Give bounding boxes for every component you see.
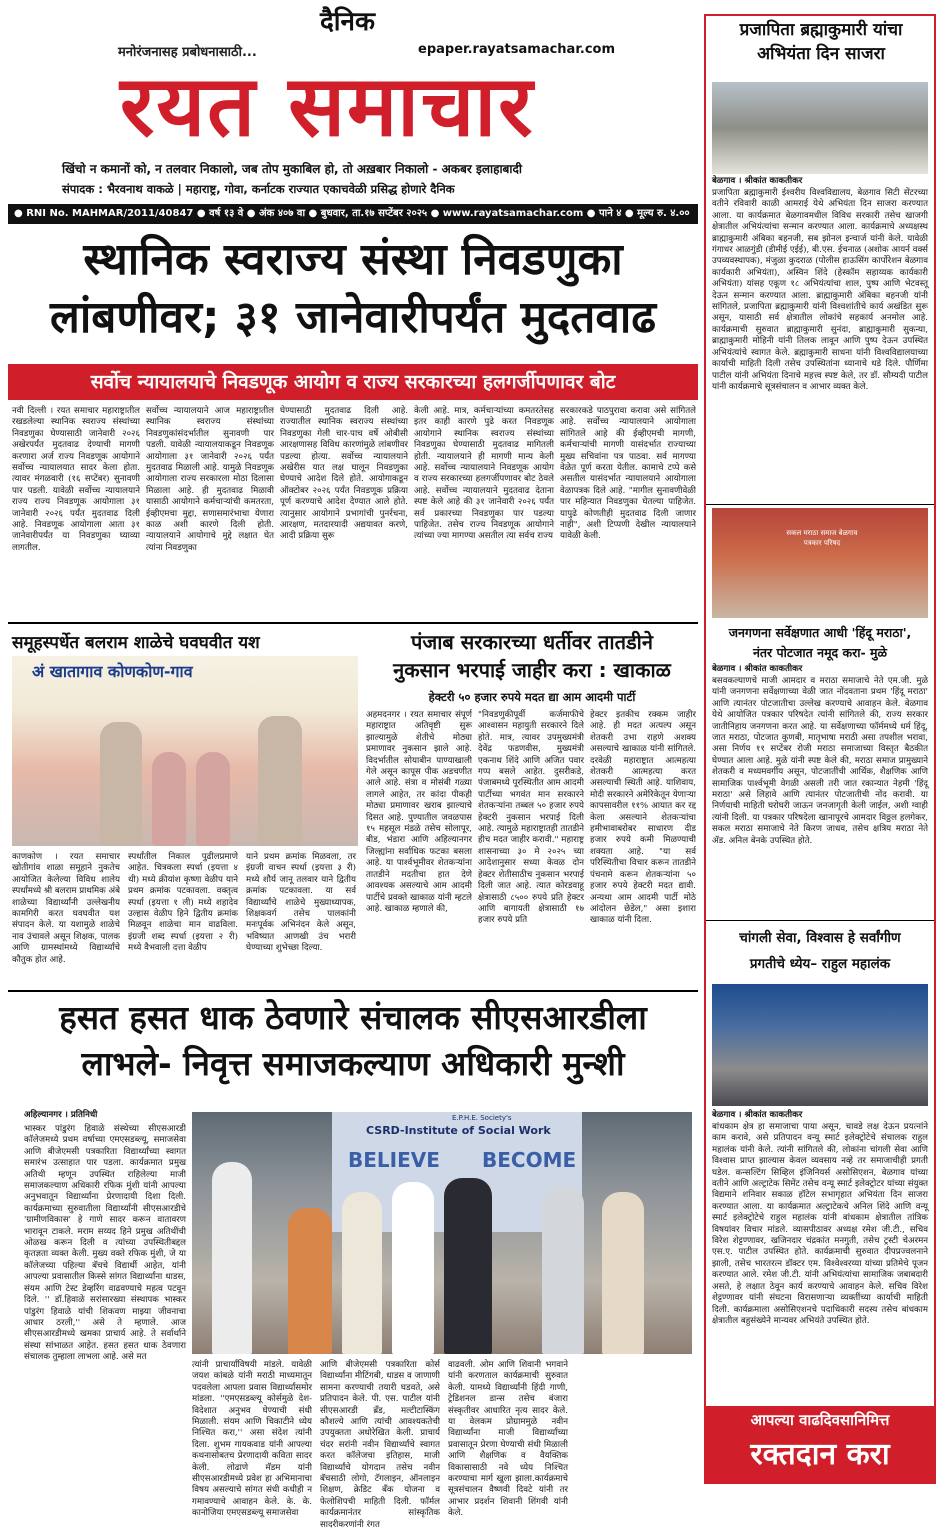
lead-subhead: सर्वोच न्यायालयाचे निवडणूक आयोग व राज्य सरकारच्या हलगर्जीपणावर बोट: [8, 364, 698, 400]
sidebar-mid-headline-line2: नंतर पोटजात नमूद करा- मुळे: [752, 645, 888, 660]
lead-column-2: सर्वोच्च न्यायालयाने आज महाराष्ट्रातील स्थानिक स्वराज्य संस्थांच्या निवडणुकांसंदर्भातील सुनावणी पार पडली. यावेळी न्यायालयाकडून निवडणूक आयोगाला ३१ जानेवारी २०२६ पर्यंत मुदतवाढ मिळाली आहे. यामुळे निवडणूक आयोगाला राज्य सरकारला मोठा दिलासा मिळाला आहे. ही मुदतवाढ मिळावी यासाठी आयोगाने कर्मचाऱ्यांची कमतरता, ईव्हीएमचा मुद्दा, सणासमारंभाचा येणारा काळ अशी कारणे दिली होती. न्यायालयाने आयोगाचे मुद्दे लक्षात घेत त्यांना निवडणुका: [146, 406, 274, 553]
sidebar-top-text: प्रजापिता ब्रह्माकुमारी ईश्वरीय विश्वविद्यालय, बेळगाव सिटी सेंटरच्या वतीने रविवारी काळी आमराई येथे अभियंता दिन साजरा करण्यात आला. या कार्यक्रमात बेळगावमधील विविध सरकारी तसेच खाजगी क्षेत्रातील अभियंत्यांचा सन्मान करण्यात आला. कार्यक्रमाचे अध्यक्षस्थ ब्राह्माकुमारी अंबिका बहनजी, सब झोनल इन्चार्ज यांनी केले. यावेळी गंगाधर आळगुंडी (डीमीई एईई), बी.एस. ईचनाळ (अशोक आयर्न वर्क्स उपव्यवस्थापक), मंजुळा कुदराळ (पोलीस हाऊसिंग कार्पोरेशन बेळगाव कार्यकारी अभियंता), अस्विन शिंदे (हेस्कॉम सहाय्यक कार्यकारी अभियंता) यांसह एकूण १८ अभियंत्यांचा शाल, पुष्प आणि भेटवस्तू देऊन सन्मान करण्यात आला. ब्राह्माकुमारी अंबिका बहनजी यांनी सांगितले, प्रजापिता ब्रह्माकुमारी यांनी विश्वशांतीचे कार्य अखंडित सुरू असून, यासाठी सर्व क्षेत्रातील लोकांचे सहकार्य अनमोल आहे. कार्यक्रमाची सुरुवात ब्राह्माकुमारी सुनंदा, ब्राह्माकुमारी सुकन्या, ब्राह्माकुमारी मोहिनी यांनी तिलक लावून आणि पुष्प देऊन उपस्थित अभियंत्यांचे स्वागत केले. ब्रह्माकुमारी साधना यांनी विश्वविद्यालयाच्या कार्याची माहिती दिली तसेच उपस्थितांना ध्यानाचे धडे दिले. पौर्णिमा पाटील यांनी अभियंता दिनाचे महत्त्व स्पष्ट केले, तर डॉ. सौम्यदी पाटील यांनी कार्यक्रमाचे सूत्रसंचालन व आभार व्यक्त केले.: [712, 188, 928, 392]
punjab-headline-line2: नुकसान भरपाई जाहीर करा : खाकाळ: [393, 658, 671, 682]
sidebar-top-headline: प्रजापिता ब्रह्माकुमारी यांचा अभियंता दिन साजरा: [739, 20, 903, 64]
csrd-photo-society: E.P.H.E. Society's: [452, 1114, 512, 1122]
blood-donation-ad-line1: आपल्या वाढदिवसानिमित्त: [750, 1411, 890, 1429]
csrd-headline-line2: लाभले- निवृत्त समाजकल्याण अधिकारी मुन्शी: [81, 1044, 625, 1083]
masthead-info-bar: ● RNI No. MAHMAR/2011/40847 ● वर्ष १३ वे ● अंक ४०७ वा ● बुधवार, ता.१७ सप्टेंबर २०२५ ● www.rayatsamachar.com ● पाने ४ ● मूल्य रु. ४.००: [8, 204, 698, 224]
school-column-2: स्पर्धांतील निकाल पुढीलप्रमाणे आहेत. चित्रकला स्पर्धा (इयत्ता ४ थी) मध्ये क्रीयांश कृष्णा वेळीप याने प्रथम क्रमांक पटकावला. वक्तृत्व स्पर्धा (इयत्ता १ ली) मध्ये शहादेव उल्हास वेळीप हिने द्वितीय क्रमांक मिळवून शाळेचा मान वाढविला. इंग्रजी शब्द स्पर्धा (इयत्ता २ री) मध्ये वैभवाली दत्ता वेळीप: [128, 852, 238, 954]
csrd-photo-slogan-1: BELIEVE: [348, 1148, 440, 1172]
sidebar-low-photo: [712, 984, 928, 1106]
lead-column-4: केली आहे. मात्र, कर्मचाऱ्यांच्या कमतरतेसह इतर काही कारणे पुढे करत निवडणूक आयोगाने स्थानिक स्वराज्य संस्थांच्या निवडणुका घेण्यासाठी मुदतवाढ मागितली होती. न्यायालयाने ही मागणी मान्य केली आहे. सर्वोच्च न्यायालयाने निवडणूक आयोग व राज्य सरकारच्या हलगर्जीपणावर बोट ठेवले आहे. सर्वोच्च न्यायालयाने मुदतवाढ देताना स्पष्ट केले आहे की ३१ जानेवारी २०२६ पर्यंत सर्व प्रकारच्या निवडणुका पार पडल्या पाहिजेत. तसेच राज्य निवडणूक आयोगाने त्यांच्या ज्या मागण्या असतील त्या सर्वच राज्य: [414, 406, 554, 542]
blood-donation-ad: [706, 1406, 934, 1482]
person-figure: [288, 1208, 332, 1354]
school-column-3: याने प्रथम क्रमांक मिळवला, तर इंग्रजी वाचन स्पर्धा (इयत्ता ३ री) मध्ये शौर्य जानू तलवार याने द्वितीय क्रमांक पटकावला. या सर्व विद्यार्थ्यांचे शाळेचे मुख्याध्यापक, शिक्षकवर्ग तसेच पालकांनी मनःपूर्वक अभिनंदन केले असून, भविष्यात आणखी उंच भरारी घेण्याच्या शुभेच्छा दिल्या.: [246, 852, 356, 954]
sidebar-low-headline-line2: प्रगतीचे ध्येय– राहुल महालंक: [749, 956, 891, 972]
newspaper-name: रयत समाचार: [120, 57, 535, 155]
csrd-dateline: अहिल्यानगर । प्रतिनिधी: [24, 1110, 98, 1120]
epaper-url[interactable]: epaper.rayatsamachar.com: [418, 42, 615, 57]
masthead-tagline: मनोरंजनासह प्रबोधनासाठी...: [118, 45, 257, 60]
lead-column-3: घेण्यासाठी मुदतवाढ दिली आहे. राज्यातील स्थानिक स्वराज्य संस्थांच्या निवडणुका गेली चार-पाच वर्षे ओबीसी आरक्षणासह विविध कारणांमुळे लांबणीवर पडल्या होत्या. सर्वोच्च न्यायालयाने अखेरीस यात लक्ष घालून निवडणुका घेण्याचे आदेश दिले होते. आयोगाकडून ऑक्टोबर २०२६ पर्यंत निवडणूक प्रक्रिया पूर्ण करण्याचे आदेश देण्यात आले होते. त्यानुसार आयोगाने प्रभागांची पुनर्रचना, आरक्षण, मतदारयादी अद्ययावत करणे, आदी प्रक्रिया सुरू: [280, 406, 408, 542]
punjab-column-1: अहमदनगर । रयत समाचार संपूर्ण महाराष्ट्रात अतिवृष्टी सुरू झाल्यामुळे शेतीचे मोठ्या प्रमाणावर नुकसान झाले आहे. विदर्भातील सोयाबीन पाण्याखाली गेले असून कापूस पीक अडचणीत आले आहे. संत्रा व मोसंबी गळ्या लागले आहेत, तर कांदा पीकही मोठ्या प्रमाणावर खराब झाल्याचे दिसत आहे. पुण्यातील जवळपास १५ महसूल मंडळे तसेच सोलापूर, बीड, भंडारा आणि अहिल्यानगर जिल्ह्यांना सर्वाधिक फटका बसला आहे. या पार्श्वभूमीवर शेतकऱ्यांना तातडीने मदतीचा हात देणे आवश्यक असल्याचे आम आदमी पार्टीचे प्रवक्ते खाकाळ यांनी म्हटले आहे. खाकाळ म्हणाले की,: [366, 710, 472, 914]
sidebar-low-headline-line1: चांगली सेवा, विश्वास हे सर्वांगीण: [739, 930, 901, 946]
csrd-column-2: त्यांनी प्राचार्यांविषयी मांडले. यावेळी जयश कांबळे यांनी मराठी माध्यमातून पदवलेला आपला प्रवास विद्यार्थ्यांसमोर मांडला. ''एमएसडब्ल्यू कोर्समुळे देश-विदेशात अनुभव घेण्याची संधी मिळाली. संयम आणि चिकाटीने ध्येय निश्चित करा,'' असा संदेश त्यांनी दिला. शुभम गायकवाड यांनी आपल्या कथनासोबतच प्रेरणादायी कविता सादर केली. लोढाणे मॅडम यांनी सीएसआरडीमध्ये प्रवेश हा अभिमानाचा विषय असल्याचे सांगत संधी कधीही न गमावण्याचे आवाहन केले. के. के. कानोजिया एमएसडब्ल्यू समाजसेवा: [192, 1360, 312, 1519]
csrd-column-3: आणि बीजेएमसी पत्रकारिता कोर्स विद्यार्थ्यांना मीटिंगबी, धाडस व जाणाणी सामना करण्याची तयारी घडवते, असे प्रतिपादन केले. पी. एस. पाटील यांनी सीएसआरडी ब्रँड, मल्टीटास्किंग कौशल्ये आणि त्यांची आवश्यकतेची उपयुक्तता अधोरेखित केली. प्राचार्य चंदर सरांनी नवीन विद्यार्थ्यांचे स्वागत करत कॉलेजचा इतिहास, माजी विद्यार्थ्यांचे योगदान तसेच नवीन बॅचसाठी लोगो, टॅगलाइन, ऑनलाइन शिक्षण, क्रेडिट बँक योजना व फेलोशिपची माहिती दिली. फॉर्मल कार्यक्रमानंतर सांस्कृतिक सादरीकरणांनी रंगत: [320, 1360, 440, 1530]
punjab-headline-line1: पंजाब सरकारच्या धर्तीवर तातडीने: [411, 630, 653, 654]
punjab-column-3: हेक्टर इतकीच रक्कम जाहीर आहे. ही मदत अत्यल्प असून शेतकरी उभा राहणे अशक्य असल्याचे खाकाळ यांनी सांगितले. दरवेळी महाराष्ट्रात आत्महत्या शेतकरी आत्महत्या करत असल्याची स्थिती आहे. याशिवाय, मोदी सरकारने अमेरिकेतून येणाऱ्या कापसावरील ११% आयात कर रद्द केला असल्याने शेतकऱ्यांचा हमीभावाबरोबर साधारण दीड हजार रुपये कमी मिळण्याची शक्यता आहे. "या सर्व परिस्थितीचा विचार करून तातडीने पंचनामे करून शेतकऱ्यांना ५० हजार रुपये हेक्टरी मदत द्यावी. अन्यथा आम आदमी पार्टी मोठे आंदोलन छेडेल," असा इशारा खाकाळ यांनी दिला.: [590, 710, 696, 926]
lead-headline-line1: स्थानिक स्वराज्य संस्था निवडणुका: [83, 234, 623, 285]
sidebar-mid-photo: [712, 508, 928, 618]
sidebar-low-text: बांधकाम क्षेत्र हा समाजाचा पाया असून, चावडे लक्ष देऊन प्रयत्नांने काम करावे, असे प्रतिपादन वन्यू स्मार्ट इलेक्ट्रोटेचे संचालक राहुल महालंक यांनी केले. त्यांनी सांगितले की, लोकांना चांगली सेवा आणि विश्वास प्राप्त झाल्यास केवल व्यवसाय नव्हे तर समाजाचीही प्रगती घडेल. कन्सल्टिंग सिव्हिल इंजिनियर्स असोसिएशन, बेळगाव यांच्या वतीने आणि अल्ट्राटेक सिमेंट तसेच वन्यू स्मार्ट इलेक्ट्रोटर यांच्या संयुक्त विद्यमाने शनिवार सकाळ हॉटेल सभागृहात अभियंता दिन साजरा करण्यात आला. या कार्यक्रमात अल्ट्राटेकचे अनिल शिंदे आणि वन्यू स्मार्ट इलेक्ट्रोटेचे राहुल महालंक यांनी बांधकाम क्षेत्रातील तांत्रिक विषयांवर विचार मांडले. व्यासपीठावर अध्यक्ष रमेश जी.टी., सचिव विरेश शेट्टण्णावर, खजिनदार चंद्रकांत मनगुती, तसेच ट्रस्टी चेअरमन एस.ए. पाटील उपस्थित होते. कार्यक्रमाची सुरुवात दीपप्रज्वलनाने झाली, तसेच भारतरत्न डॉक्टर एम. विश्वेश्वरय्या यांच्या प्रतिमेचे पूजन करण्यात आले. रमेश जी.टी. यांनी अभियंत्यांचा सामाजिक जबाबदारी असते, हे लक्षात ठेवून कार्य करण्याचे आवाहन केले. सचिव विरेश शेट्टण्णावर यांनी संघटना विरासणाऱ्या व्यक्तींच्या कार्याची माहिती दिली. कार्यक्रमाला असोसिएशनचे पदाधिकारी सदस्य तसेच बांधकाम क्षेत्रातील बहुसंख्येने मान्यवर अभियंते उपस्थित होते.: [712, 1122, 928, 1326]
person-figure: [444, 1178, 492, 1354]
blood-donation-ad-line2: रक्तदान करा: [750, 1437, 890, 1472]
person-figure: [392, 1182, 434, 1354]
sidebar-mid-text: बसवकल्याणचे माजी आमदार व मराठा समाजाचे नेते एम.जी. मुळे यांनी जनगणना सर्वेक्षणाच्या वेळी जात नोंदवताना प्रथम 'हिंदू मराठा' आणि त्यानंतर पोटजातीचा उल्लेख करण्याचे आवाहन केले. बेळगाव येथे आयोजित पत्रकार परिषदेत त्यांनी सांगितले की, राज्य सरकार जातीनिहाय जनगणना करत आहे. या सर्वेक्षणाच्या फॉर्ममध्ये धर्म हिंदू, जात मराठा, पोटजात कुणबी, मातृभाषा मराठी असा तपशील भरावा, असा निर्णय ११ सप्टेंबर रोजी मराठा समाजाच्या विस्तृत बैठकीत घेण्यात आला आहे. मुळे यांनी स्पष्ट केले की, मराठा समाज प्रामुख्याने शेतकरी व मध्यमवर्गीय असून, पोटजातींची आर्थिक, शैक्षणिक आणि सामाजिक पार्श्वभूमी वेगळी असली तरी जात रकान्यात नेहमी 'हिंदू मराठा' असे लिहावे आणि त्यानंतर पोटजातीची नोंद करावी. या निर्णयाची माहिती घरोघरी जाऊन जनजागृती केली जाईल, अशी ग्वाही त्यांनी दिली. या पत्रकार परिषदेला खानापूरचे आमदार विठ्ठल हलगेकर, सकल मराठा समाजाचे नेते किरण जाधव, तसेच क्षत्रिय मराठा नेते ॲड. अनिल बेनके उपस्थित होते.: [712, 676, 928, 846]
csrd-column-4: वाढवली. ओम आणि शिवानी भगवाने यांनी करणताल कार्यक्रमाची सुरुवात केली. यामध्ये विद्यार्थ्यांनी हिंदी गाणी, ट्रेडिशनल डान्स तसेच बंजारा संस्कृतीवर आधारित नृत्य सादर केले. या वेलकम प्रोग्राममुळे नवीन विद्यार्थ्यांना माजी विद्यार्थ्यांच्या प्रवासातून प्रेरणा घेण्याची संधी मिळाली आणि शैक्षणिक व वैयक्तिक विकासासाठी नवे ध्येय निश्चित करण्याचा मार्ग खुला झाला.कार्यक्रमाचे सूत्रसंचालन वैष्णवी दिवटे यांनी तर आभार प्रदर्शन शिवानी शिंगवी यांनी केले.: [448, 1360, 568, 1519]
divider: [706, 920, 934, 921]
person-figure: [342, 1192, 382, 1354]
person-figure: [212, 1162, 252, 1354]
school-column-1: काणकोण । रयत समाचार खोतीगांव शाळा समूहाने नुकतेच आयोजित केलेल्या विविध शालेय स्पर्धांमध्ये श्री बलराम प्राथमिक अंबे शाळेच्या विद्यार्थ्यांनी उल्लेखनीय कामगिरी करत घवघवीत यश संपादन केले. या यशामुळे शाळेचे नाव उंचावले असून शिक्षक, पालक आणि ग्रामस्थांमध्ये विद्यार्थ्यांचे कौतुक होत आहे.: [12, 852, 120, 965]
school-photo-banner: अं खातागाव कोणकोण-गाव: [32, 662, 193, 681]
divider: [8, 622, 698, 624]
punjab-subhead: हेक्टरी ५० हजार रुपये मदत द्या आम आदमी पार्टी: [428, 690, 636, 704]
person-figure: [602, 1192, 644, 1354]
masthead-editor-line: संपादक : भैरवनाथ वाकळे | महाराष्ट्र, गोवा, कर्नाटक राज्यात एकाचवेळी प्रसिद्ध होणारे दैनिक: [62, 182, 455, 196]
sidebar-top-photo: [712, 82, 928, 174]
csrd-photo-slogan-2: BECOME: [482, 1148, 577, 1172]
student-figure: [258, 716, 302, 846]
lead-column-5: सरकारकडे पाठपुरावा करावा असे सांगितले आहे. सर्वोच्च न्यायालयाने आयोगाला सांगितले आहे की ईव्हीएमची मागणी, कर्मचाऱ्यांची मागणी यासंदर्भात राज्याच्या मुख्य सचिवांना पत्र पाठवा. सर्व मागण्या वेळेत पूर्ण करता येतील. कामाचे टप्पे कसे असतील यासंदर्भात न्यायालयाने आयोगाला वेळापत्रक दिले आहे. "मागील सुनावणीवेळी पार महिन्यात निवडणुका घेतल्या पाहिजेत. यापुढे कोणतीही मुदतवाढ दिली जाणार नाही", अशी टिप्पणी देखील न्यायालयाने यावेळी केली.: [560, 406, 696, 542]
masthead-daily: दैनिक: [320, 7, 375, 37]
sidebar-mid-dateline: बेळगाव । श्रीकांत काकतीकर: [712, 664, 803, 674]
masthead-quote: खिंचो न कमानों को, न तलवार निकालो, जब तोप मुकाबिल हो, तो अख़बार निकालो - अकबर इलाहाबादी: [62, 162, 522, 176]
person-figure: [542, 1186, 584, 1354]
divider: [8, 990, 698, 992]
student-figure: [152, 752, 186, 846]
school-photo: [12, 656, 358, 846]
lead-headline: [8, 228, 698, 354]
lead-headline-line2: लांबणीवर; ३१ जानेवारीपर्यंत मुदतवाढ: [49, 292, 657, 343]
csrd-photo-banner: CSRD-Institute of Social Work: [366, 1124, 551, 1137]
lead-column-1: नवी दिल्ली । रयत समाचार महाराष्ट्रातील रखडलेल्या स्थानिक स्वराज्य संस्थांच्या निवडणुका घेण्यासाठी जानेवारी २०२६ अखेरपर्यंत मुदतवाढ देण्याची मागणी करणारा अर्ज राज्य निवडणूक आयोगाने सर्वोच्च न्यायालयात सादर केला होता. त्यावर मंगळवारी (१६ सप्टेंबर) सुनावणी पार पडली. यावेळी सर्वोच्च न्यायालयाने राज्य राज्य निवडणूक आयोगाला ३१ जानेवारी २०२६ पर्यंत मुदतवाढ दिली आहे. निवडणूक आयोगाला आता ३१ जानेवारीपर्यंत या निवडणुका घ्याव्या लागतील.: [12, 406, 140, 553]
sidebar-mid-banner: सकल मराठा समाज बेळगाव पत्रकार परिषद: [786, 529, 858, 547]
csrd-photo: [192, 1112, 692, 1354]
masthead: [0, 0, 700, 228]
student-figure: [196, 752, 230, 846]
divider: [706, 504, 934, 505]
sidebar-mid-headline-line1: जनगणना सर्वेक्षणात आधी 'हिंदू मराठा',: [728, 625, 912, 640]
csrd-headline-line1: हसत हसत धाक ठेवणारे संचालक सीएसआरडीला: [59, 998, 647, 1037]
csrd-column-1: भास्कर पांडुरंग हिवाळे संस्थेच्या सीएसआरडी कॉलेजमध्ये प्रथम वर्षाच्या एमएसडब्ल्यू, समाजसेवा आणि बीजेएमसी पत्रकारिता विद्यार्थ्यांच्या स्वागत समारंभ उत्साहात पार पडला. कार्यक्रमात प्रमुख अतिथी म्हणून उपस्थित राहिलेल्या माजी समाजकल्याण अधिकारी रफिक मुंशी यांनी आपल्या अनुभवातून विद्यार्थ्यांना प्रेरणादायी दिशा दिली. कार्यक्रमाच्या सुरुवातीला विद्यार्थ्यांनी सीएसआरडीचे 'ग्रामीणविकास' हे गाणे सादर करून वातावरण भारावून टाकले. मराम सय्यद हिने प्रमुख अतिथींची ओळख करून दिली व त्यांच्या उपस्थितीबद्दल कृतज्ञता व्यक्त केली. मुख्य वक्ते रफिक मुंशी, जे या कॉलेजच्या पहिल्या बॅचचे विद्यार्थी आहेत, यांनी आपल्या प्रवासातील किस्से सांगत विद्यार्थ्यांना धाडस, संयम आणि टेस्ट डेव्हरिंग वाढवण्याचे महत्व पटवून दिले. '' डॉ.हिवाळे सरांसारख्या संस्थापक भास्कर पांडुरंग हिवाळे यांची शिकवण माझ्या जीवनाचा आधार ठरली,'' असे ते म्हणाले. आज सीएसआरडीमध्ये खमका प्राचार्य आहे. ते सर्वार्थाने संस्था सांभाळत आहेत. हसत हसत धाक ठेवणारा संचालक तुम्हाला लाभला आहे. असे मत: [24, 1124, 186, 1363]
sidebar-top-dateline: बेळगाव । श्रीकांत काकतीकर: [712, 176, 803, 186]
sidebar-low-dateline: बेळगाव । श्रीकांत काकतीकर: [712, 1110, 803, 1120]
punjab-column-2: "निवडणुकीपूर्वी कर्जमाफीचे आश्वासन महायुती सरकारने दिले होते. मात्र, त्यावर उपमुख्यमंत्री देवेंद्र फडणवीस, मुख्यमंत्री एकनाथ शिंदे आणि अजित पवार गप्प बसले आहेत. दुसरीकडे, पंजाबमध्ये पूरस्थितीत आम आदमी पार्टीच्या भगवंत मान सरकारने शेतकऱ्यांना तब्बल ५० हजार रुपये हेक्टरी नुकसान भरपाई दिली आहे. त्यामुळे महाराष्ट्रातही तातडीने हीच मदत जाहीर करावी." महाराष्ट्र शासनाच्या ३० मे २०२५ च्या आदेशानुसार सध्या केवळ दोन हेक्टर शेतीसाठीच नुकसान भरपाई दिली जात आहे. त्यात कोरडवाहू क्षेत्रासाठी ८५०० रुपये प्रति हेक्टर आणि बागायती क्षेत्रासाठी १७ हजार रुपये प्रति: [478, 710, 584, 926]
student-figure: [100, 722, 142, 846]
school-headline: समूहस्पर्धेत बलराम शाळेचे घवघवीत यश: [12, 633, 260, 653]
